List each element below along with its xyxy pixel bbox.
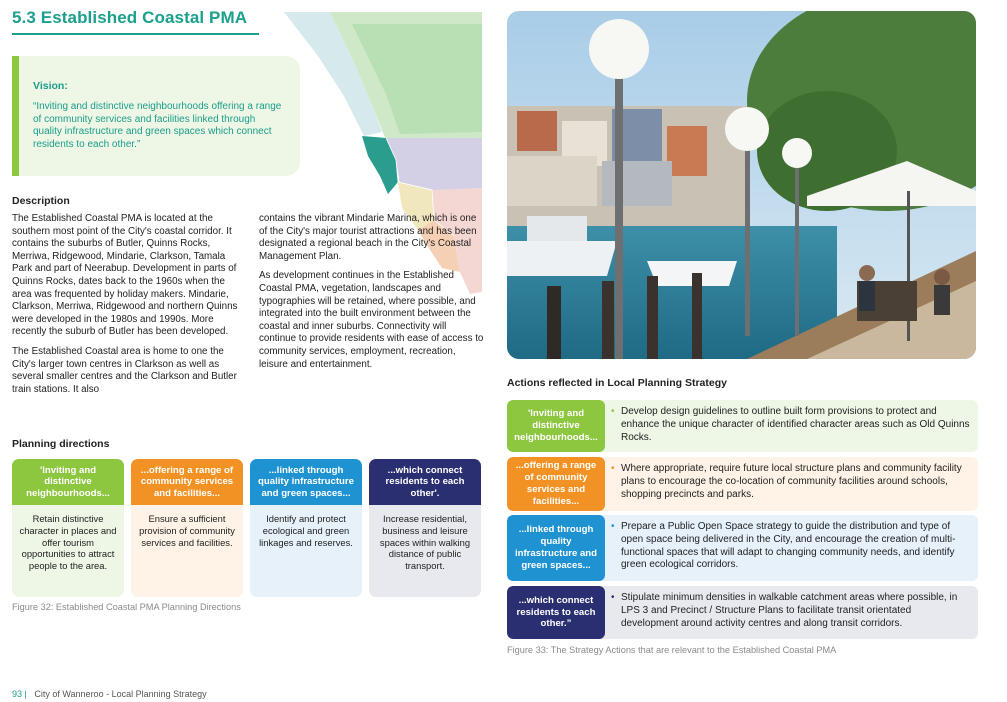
planning-directions-heading: Planning directions <box>12 438 110 450</box>
action-text: Prepare a Public Open Space strategy to guide the distribution and type of open space being delivered in the City, and encourage the creation of multi-functional spaces that will adapt to changing community needs, and identify green ecological corridors. <box>621 521 956 571</box>
marina-photo <box>507 11 976 359</box>
action-text: Stipulate minimum densities in walkable catchment areas where possible, in LPS 3 and Precinct / Structure Plans to facilitate transit orientated development around activity centres and along transit corridors. <box>621 592 958 629</box>
card-body: Retain distinctive character in places and offer tourism opportunities to attract people to the area. <box>19 513 117 572</box>
action-label: ...which connect residents to each other.” <box>507 586 605 639</box>
description-paragraph: contains the vibrant Mindarie Marina, which is one of the City's major tourist attractions and has been designated a regional beach in the City's Coastal Management Plan. <box>259 213 477 262</box>
bullet-icon: • <box>611 406 615 417</box>
action-row <box>507 457 978 511</box>
page-number: 93 | <box>12 689 27 699</box>
action-label: ...offering a range of community services and facilities... <box>507 457 605 511</box>
actions-heading: Actions reflected in Local Planning Strategy <box>507 377 727 389</box>
action-text-cell <box>605 457 978 511</box>
action-text-cell <box>605 586 978 639</box>
vision-heading: Vision: <box>33 80 68 92</box>
description-column-1 <box>12 213 244 403</box>
description-paragraph: The Established Coastal area is home to one the City's larger town centres in Clarkson as well as several smaller centres and the Clarkson and Butler train stations. It also <box>12 345 237 395</box>
action-row <box>507 586 978 639</box>
vision-box <box>12 56 300 176</box>
planning-direction-card <box>369 459 481 597</box>
action-text-cell <box>605 515 978 581</box>
action-label: 'Inviting and distinctive neighbourhoods... <box>507 400 605 452</box>
bullet-icon: • <box>611 521 615 532</box>
planning-direction-card <box>131 459 243 597</box>
card-body: Ensure a sufficient provision of community services and facilities. <box>139 513 235 548</box>
card-heading: ...which connect residents to each other'. <box>369 459 481 505</box>
planning-direction-card <box>12 459 124 597</box>
card-heading: 'Inviting and distinctive neighbourhoods... <box>12 459 124 505</box>
page-footer <box>12 689 207 699</box>
card-body: Increase residential, business and leisure spaces within walking distance of public transport. <box>379 513 471 572</box>
card-body: Identify and protect ecological and green linkages and reserves. <box>259 513 353 548</box>
figure-32-caption: Figure 32: Established Coastal PMA Planning Directions <box>12 602 241 612</box>
action-label: ...linked through quality infrastructure and green spaces... <box>507 515 605 581</box>
page-title: 5.3 Established Coastal PMA <box>12 8 248 27</box>
description-paragraph: As development continues in the Established Coastal PMA, vegetation, landscapes and typographies will be retained, where possible, and integrated into the built environment between the coastal and inner suburbs. Connectivity will continue to provide residents with ease of access to community services, employment, recreation, leisure and entertainment. <box>259 270 484 370</box>
action-text: Where appropriate, require future local structure plans and community facility plans to encourage the co-location of community facilities around schools, shopping precincts and parks. <box>621 463 962 500</box>
description-paragraph: The Established Coastal PMA is located at the southern most point of the City's coastal corridor. It contains the suburbs of Butler, Quinns Rocks, Merriwa, Ridgewood, Mindarie, Clarkson, Tamala Park and part of Neerabup. Development in parts of Quinns Rocks, dates back to the 1960s when the area was frequented by holiday makers. Mindarie, Clarkson, Merriwa, Ridgewood and northern Quinns were developed in the 1980s and 1990s. More recently the suburb of Butler has been developed. <box>12 213 238 338</box>
footer-text: City of Wanneroo - Local Planning Strategy <box>34 689 207 699</box>
planning-direction-card <box>250 459 362 597</box>
action-text: Develop design guidelines to outline built form provisions to protect and enhance the unique character of identified character areas such as Old Quinns Rocks. <box>621 406 970 443</box>
description-heading: Description <box>12 195 70 207</box>
card-heading: ...offering a range of community services and facilities... <box>131 459 243 505</box>
bullet-icon: • <box>611 592 615 603</box>
figure-33-caption: Figure 33: The Strategy Actions that are relevant to the Established Coastal PMA <box>507 645 837 655</box>
action-text-cell <box>605 400 978 452</box>
vision-statement: “Inviting and distinctive neighbourhoods offering a range of community services and facilities linked through quality infrastructure and green spaces which connect residents to each other.” <box>33 101 282 150</box>
description-column-2 <box>259 213 484 378</box>
action-row <box>507 515 978 581</box>
action-row <box>507 400 978 452</box>
card-heading: ...linked through quality infrastructure and green spaces... <box>250 459 362 505</box>
title-underline <box>12 33 259 35</box>
bullet-icon: • <box>611 463 615 474</box>
